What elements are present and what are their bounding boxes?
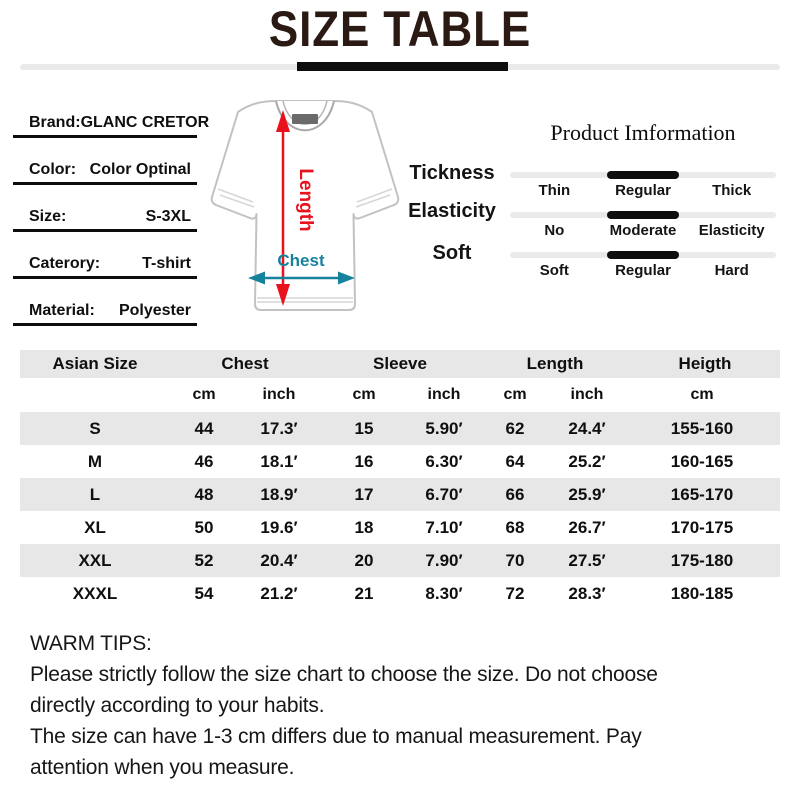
metric-labels: [398, 0, 506, 320]
scale-selected-segment: [607, 211, 679, 219]
metric-label: Tickness: [409, 162, 495, 184]
size-cell: 18.1′: [260, 451, 298, 471]
size-cell: 50: [194, 517, 214, 537]
attr-list: [13, 106, 210, 341]
col-header-chest: Chest: [221, 354, 269, 373]
warm-tips: [30, 628, 792, 783]
size-cell: XXL: [78, 550, 112, 570]
sub-sleeve-cm: cm: [352, 386, 376, 403]
attr-label: Size:: [29, 208, 67, 225]
size-cell: 48: [194, 484, 214, 504]
size-cell: 20: [354, 550, 374, 570]
size-row-XXXL: [20, 577, 780, 610]
warm-tips-line: The size can have 1-3 cm differs due to manual measurement. Pay: [30, 725, 642, 748]
size-cell: 165-170: [670, 484, 734, 504]
size-cell: 155-160: [670, 418, 734, 438]
size-cell: 25.2′: [568, 451, 606, 471]
scale-option: Soft: [539, 262, 569, 279]
size-cell: 27.5′: [568, 550, 606, 570]
size-row-XL: [20, 511, 780, 544]
size-cell: 25.9′: [568, 484, 606, 504]
size-cell: XL: [84, 517, 106, 537]
attr-label: Color:: [29, 161, 77, 178]
size-cell: L: [89, 484, 101, 504]
scale-option: Elasticity: [698, 222, 765, 239]
sub-chest-cm: cm: [192, 386, 216, 403]
size-cell: 26.7′: [568, 517, 606, 537]
size-cell: 70: [505, 550, 525, 570]
size-cell: 66: [505, 484, 525, 504]
size-cell: 21.2′: [260, 583, 298, 603]
sub-length-cm: cm: [503, 386, 527, 403]
size-cell: 7.90′: [425, 550, 463, 570]
size-cell: 21: [354, 583, 374, 603]
size-row-M: [20, 445, 780, 478]
warm-tips-line: Please strictly follow the size chart to choose the size. Do not choose: [30, 663, 658, 686]
size-cell: 72: [505, 583, 525, 603]
attr-value: S-3XL: [145, 208, 191, 225]
size-cell: 8.30′: [425, 583, 463, 603]
scale-option: Regular: [615, 182, 671, 199]
size-cell: 18: [354, 517, 374, 537]
scale-option: Thin: [538, 182, 571, 199]
scale-option: No: [544, 222, 565, 239]
size-cell: 52: [194, 550, 214, 570]
size-cell: 44: [194, 418, 214, 438]
collar-tag: [292, 114, 318, 124]
attr-item: [13, 153, 197, 185]
warm-tips-line: attention when you measure.: [30, 756, 295, 779]
scale-option: Hard: [714, 262, 749, 279]
size-table-header: [20, 350, 780, 378]
scale-option: Regular: [615, 262, 671, 279]
size-cell: 68: [505, 517, 525, 537]
scale-labels: [510, 182, 776, 199]
size-cell: 6.30′: [425, 451, 463, 471]
size-cell: M: [87, 451, 103, 471]
size-cell: 54: [194, 583, 214, 603]
size-cell: 7.10′: [425, 517, 463, 537]
attr-value: T-shirt: [142, 255, 191, 272]
col-header-sleeve: Sleeve: [373, 354, 427, 373]
size-row-L: [20, 478, 780, 511]
size-cell: 17.3′: [260, 418, 298, 438]
scale-selected-segment: [607, 171, 679, 179]
attr-label: Brand:: [29, 114, 81, 131]
sub-length-inch: inch: [570, 386, 604, 403]
size-cell: 64: [505, 451, 525, 471]
size-table: [20, 350, 780, 610]
scale-selected-segment: [607, 251, 679, 259]
size-cell: 16: [354, 451, 374, 471]
scale-track: [510, 212, 776, 218]
page-title: SIZE TABLE: [268, 1, 532, 57]
size-cell: 180-185: [670, 583, 734, 603]
size-cell: 18.9′: [260, 484, 298, 504]
attr-value: Color Optinal: [89, 161, 191, 178]
product-info-title: Product Imformation: [550, 120, 736, 145]
attr-item: [13, 294, 197, 326]
size-cell: 15: [354, 418, 374, 438]
scale-track: [510, 172, 776, 178]
size-cell: 28.3′: [568, 583, 606, 603]
col-header-size: Asian Size: [52, 354, 138, 373]
size-cell: 17: [354, 484, 374, 504]
size-cell: S: [89, 418, 101, 438]
warm-tips-line: directly according to your habits.: [30, 694, 325, 717]
attr-value: Polyester: [118, 302, 191, 319]
size-cell: XXXL: [72, 583, 118, 603]
metric-label: Soft: [432, 242, 472, 264]
length-label: Length: [295, 168, 316, 232]
col-header-heigth: Heigth: [678, 354, 732, 373]
size-cell: 46: [194, 451, 214, 471]
col-header-length: Length: [526, 354, 584, 373]
attr-label: Caterory:: [29, 255, 101, 272]
tshirt-diagram: [205, 88, 405, 323]
attr-item: [13, 106, 210, 138]
sub-sleeve-inch: inch: [427, 386, 461, 403]
size-cell: 160-165: [670, 451, 734, 471]
size-cell: 5.90′: [425, 418, 463, 438]
size-cell: 62: [505, 418, 525, 438]
size-cell: 20.4′: [260, 550, 298, 570]
size-cell: 170-175: [670, 517, 734, 537]
size-cell: 24.4′: [568, 418, 606, 438]
size-row-XXL: [20, 544, 780, 577]
attr-label: Material:: [29, 302, 95, 319]
size-table-subheader: [20, 378, 780, 412]
product-scales: [510, 0, 776, 320]
scale-option: Thick: [712, 182, 752, 199]
warm-tips-heading: WARM TIPS:: [30, 632, 152, 655]
attr-item: [13, 200, 197, 232]
size-table-body: [20, 412, 780, 610]
sub-heigth-cm: cm: [690, 386, 714, 403]
scale-track: [510, 252, 776, 258]
metric-label: Elasticity: [408, 200, 496, 222]
scale-labels: [510, 222, 776, 239]
size-row-S: [20, 412, 780, 445]
size-cell: 6.70′: [425, 484, 463, 504]
chest-label: Chest: [277, 251, 325, 270]
scale-labels: [510, 262, 776, 279]
scale-option: Moderate: [609, 222, 677, 239]
attr-value: GLANC CRETOR: [80, 114, 210, 131]
size-cell: 19.6′: [260, 517, 298, 537]
sub-chest-inch: inch: [262, 386, 296, 403]
size-cell: 175-180: [670, 550, 734, 570]
attr-item: [13, 247, 197, 279]
